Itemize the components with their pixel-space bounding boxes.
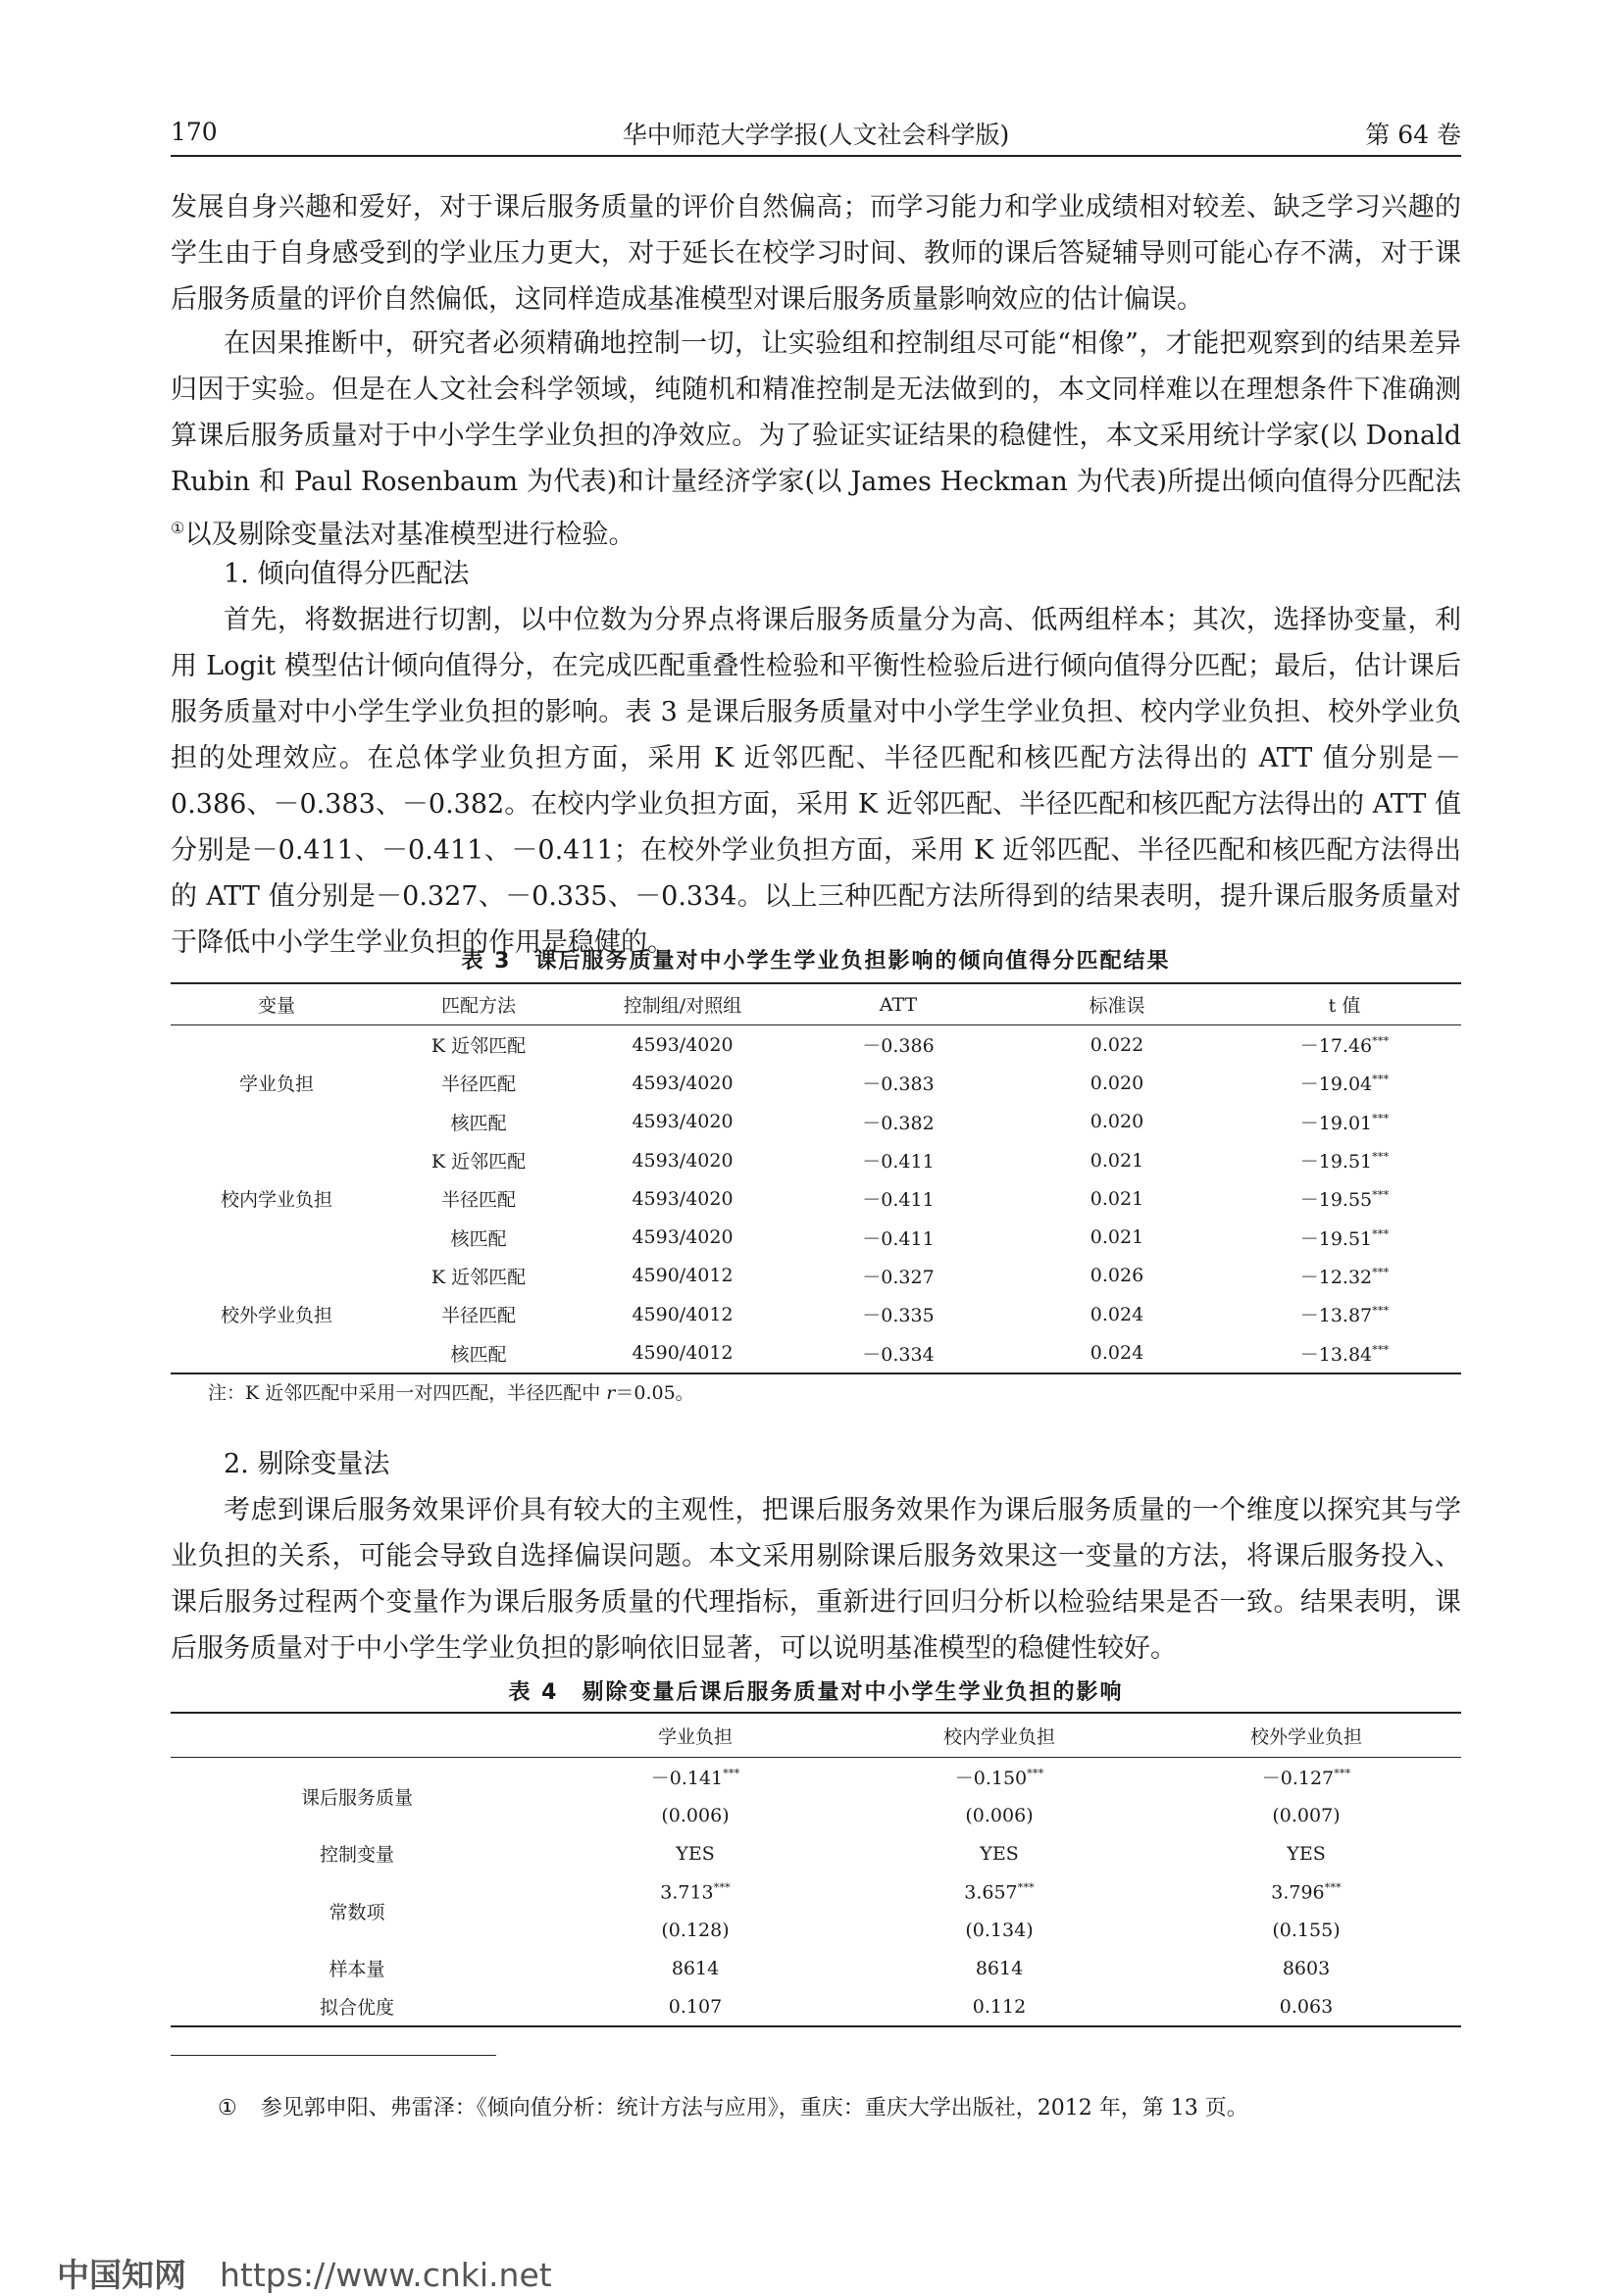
table3-t-value: －19.51	[1299, 1151, 1373, 1173]
table3-t-value: －13.84	[1299, 1343, 1373, 1366]
table3-se: 0.024	[1090, 1342, 1144, 1365]
table3-t-value: －19.01	[1299, 1112, 1373, 1134]
table4-cell: YES	[676, 1842, 715, 1865]
table4-cell: 8614	[975, 1957, 1024, 1979]
table3	[171, 982, 1461, 1374]
table3-note-text: 注：K 近邻匹配中采用一对四匹配，半径匹配中	[208, 1382, 607, 1404]
table-row	[171, 1257, 1461, 1295]
table3-method: K 近邻匹配	[431, 1266, 527, 1288]
table3-control: 4590/4012	[632, 1342, 734, 1365]
footnote-text: 参见郭申阳、弗雷泽：《倾向值分析：统计方法与应用》，重庆：重庆大学出版社，2012 年，第 13 页。	[260, 2096, 1248, 2121]
table-row	[171, 1758, 1461, 1797]
table4-caption: 表 4 剔除变量后课后服务质量对中小学生学业负担的影响	[508, 1680, 1124, 1705]
table3-t	[1228, 1295, 1461, 1333]
table4-header-total: 学业负担	[543, 1713, 847, 1758]
subheading-removal: 2. 剔除变量法	[224, 1449, 390, 1479]
table3-method: 半径匹配	[440, 1189, 516, 1212]
table4	[171, 1712, 1461, 2027]
table3-control: 4593/4020	[632, 1111, 734, 1133]
table3-header-variable: 变量	[171, 983, 382, 1025]
table3-t-value: －19.51	[1299, 1227, 1373, 1250]
table4-header-blank	[171, 1713, 543, 1758]
table3-se: 0.022	[1090, 1033, 1144, 1056]
table3-header-se: 标准误	[1006, 983, 1228, 1025]
significance-mark: ***	[1372, 1226, 1390, 1241]
table3-t	[1228, 1218, 1461, 1256]
table4-cell	[847, 1872, 1151, 1911]
table-row	[171, 1987, 1461, 2026]
table4-cell: (0.134)	[965, 1919, 1034, 1941]
watermark-url[interactable]: https://www.cnki.net	[220, 2256, 552, 2294]
table3-method: K 近邻匹配	[431, 1035, 527, 1058]
table4-cell: (0.006)	[965, 1804, 1034, 1826]
table3-att: －0.383	[862, 1073, 935, 1096]
table3-control: 4593/4020	[632, 1226, 734, 1249]
table3-att: －0.411	[862, 1227, 935, 1250]
table3-att: －0.382	[862, 1112, 935, 1134]
table3-variable: 校内学业负担	[220, 1189, 332, 1212]
table4-cell	[1151, 1872, 1461, 1911]
table3-control: 4593/4020	[632, 1187, 734, 1210]
coef-value: －0.150	[954, 1768, 1028, 1789]
significance-mark: ***	[1372, 1073, 1390, 1087]
table3-t	[1228, 1333, 1461, 1373]
table4-header-row	[171, 1713, 1461, 1758]
table3-t	[1228, 1064, 1461, 1102]
coef-value: 3.657	[964, 1881, 1018, 1904]
footnote-marker: ①	[218, 2096, 237, 2121]
table3-method: 核匹配	[450, 1112, 507, 1134]
table3-se: 0.021	[1090, 1187, 1144, 1210]
table3-att: －0.334	[862, 1343, 935, 1366]
table4-cell: YES	[980, 1842, 1019, 1865]
table-row	[171, 1141, 1461, 1179]
table3-se: 0.026	[1090, 1265, 1144, 1287]
table3-method: K 近邻匹配	[431, 1151, 527, 1173]
table4-cell	[543, 1872, 847, 1911]
significance-mark: ***	[1372, 1303, 1390, 1318]
table3-header-t: t 值	[1228, 983, 1461, 1025]
paragraph-2-text: 在因果推断中，研究者必须精确地控制一切，让实验组和控制组尽可能“相像”，才能把观察到的结果差异归因于实验。但是在人文社会科学领域，纯随机和精准控制是无法做到的，本文同样难以在理想条件下准确测算课后服务质量对于中小学生学业负担的净效应。为了验证实证结果的稳健性，本文采用统计学家(以 Donald Rubin 和 Paul Rosenbaum 为代表)和计量经济学家(以 James Heckman 为代表)所提出倾向值得分匹配法	[171, 328, 1461, 497]
table4-label-n: 样本量	[329, 1959, 385, 1980]
table4-cell: (0.128)	[661, 1919, 730, 1941]
table4-cell: 8603	[1282, 1957, 1331, 1979]
paragraph-2	[171, 321, 1461, 558]
table3-t	[1228, 1103, 1461, 1141]
table3-t	[1228, 1179, 1461, 1218]
table4-cell: 0.063	[1279, 1995, 1334, 2018]
page-number: 170	[171, 118, 218, 146]
subheading-psm: 1. 倾向值得分匹配法	[224, 559, 470, 589]
table3-t-value: －12.32	[1299, 1266, 1373, 1288]
significance-mark: ***	[1372, 1111, 1390, 1125]
table3-method: 半径匹配	[440, 1305, 516, 1327]
significance-mark: ***	[1027, 1766, 1044, 1780]
table3-method: 核匹配	[450, 1343, 507, 1366]
significance-mark: ***	[1372, 1342, 1390, 1357]
table4-cell: YES	[1287, 1842, 1326, 1865]
coef-value: 3.796	[1271, 1881, 1325, 1904]
table4-cell: (0.007)	[1272, 1804, 1341, 1826]
coef-value: －0.141	[650, 1768, 724, 1789]
table3-control: 4590/4012	[632, 1265, 734, 1287]
footnote-ref[interactable]: ①	[171, 519, 185, 537]
table3-note	[208, 1378, 694, 1405]
table3-se: 0.021	[1090, 1149, 1144, 1172]
table-row	[171, 1872, 1461, 1911]
table3-header-method: 匹配方法	[382, 983, 575, 1025]
paragraph-4: 考虑到课后服务效果评价具有较大的主观性，把课后服务效果作为课后服务质量的一个维度以探究其与学业负担的关系，可能会导致自选择偏误问题。本文采用剔除课后服务效果这一变量的方法，将课后服务投入、课后服务过程两个变量作为课后服务质量的代理指标，重新进行回归分析以检验结果是否一致。结果表明，课后服务质量对于中小学生学业负担的影响依旧显著，可以说明基准模型的稳健性较好。	[171, 1495, 1461, 1664]
paragraph-3: 首先，将数据进行切割，以中位数为分界点将课后服务质量分为高、低两组样本；其次，选择协变量，利用 Logit 模型估计倾向值得分，在完成匹配重叠性检验和平衡性检验后进行倾向值得分匹配；最后，估计课后服务质量对中小学生学业负担的影响。表 3 是课后服务质量对中小学生学业负担、校内学业负担、校外学业负担的处理效应。在总体学业负担方面，采用 K 近邻匹配、半径匹配和核匹配方法得出的 ATT 值分别是－0.386、－0.383、－0.382。在校内学业负担方面，采用 K 近邻匹配、半径匹配和核匹配方法得出的 ATT 值分别是－0.411、－0.411、－0.411；在校外学业负担方面，采用 K 近邻匹配、半径匹配和核匹配方法得出的 ATT 值分别是－0.327、－0.335、－0.334。以上三种匹配方法所得到的结果表明，提升课后服务质量对于降低中小学生学业负担的作用是稳健的。	[171, 605, 1461, 958]
running-header	[171, 110, 1461, 157]
table3-control: 4593/4020	[632, 1033, 734, 1056]
volume-label: 第 64 卷	[1365, 121, 1461, 149]
table4-cell	[1151, 1758, 1461, 1797]
table3-method: 核匹配	[450, 1227, 507, 1250]
table3-note-symbol: r	[606, 1382, 616, 1404]
table4-header-school: 校内学业负担	[847, 1713, 1151, 1758]
significance-mark: ***	[1372, 1033, 1390, 1048]
table4-label-const: 常数项	[329, 1901, 385, 1923]
table3-att: －0.386	[862, 1035, 935, 1058]
table3-header-row	[171, 983, 1461, 1025]
table3-variable: 学业负担	[238, 1073, 314, 1096]
table4-cell: 8614	[671, 1957, 720, 1979]
table3-se: 0.024	[1090, 1303, 1144, 1325]
table3-variable: 校外学业负担	[220, 1305, 332, 1327]
table4-cell: 0.107	[668, 1995, 723, 2018]
table3-note-tail: ＝0.05。	[615, 1382, 694, 1404]
significance-mark: ***	[1372, 1188, 1390, 1202]
coef-value: 3.713	[660, 1881, 714, 1904]
watermark-brand: 中国知网	[57, 2256, 186, 2294]
table3-att: －0.411	[862, 1189, 935, 1212]
table-row	[171, 1834, 1461, 1872]
journal-title: 华中师范大学学报(人文社会科学版)	[622, 121, 1010, 149]
table3-control: 4593/4020	[632, 1149, 734, 1172]
table3-method: 半径匹配	[440, 1073, 516, 1096]
table4-label-quality: 课后服务质量	[300, 1786, 413, 1809]
table3-se: 0.021	[1090, 1226, 1144, 1249]
table3-t-value: －13.87	[1299, 1305, 1373, 1327]
table4-label-control: 控制变量	[319, 1844, 394, 1866]
table3-att: －0.335	[862, 1305, 935, 1327]
paragraph-1: 发展自身兴趣和爱好，对于课后服务质量的评价自然偏高；而学习能力和学业成绩相对较差、缺乏学习兴趣的学生由于自身感受到的学业压力更大，对于延长在校学习时间、教师的课后答疑辅导则可能心存不满，对于课后服务质量的评价自然偏低，这同样造成基准模型对课后服务质量影响效应的估计偏误。	[171, 192, 1461, 315]
table4-cell: 0.112	[972, 1995, 1027, 2018]
table3-t-value: －19.55	[1299, 1189, 1373, 1212]
cnki-watermark	[57, 2250, 552, 2296]
coef-value: －0.127	[1261, 1768, 1335, 1789]
significance-mark: ***	[713, 1879, 731, 1894]
table4-cell	[543, 1758, 847, 1797]
table3-att: －0.411	[862, 1151, 935, 1173]
table4-label-r2: 拟合优度	[319, 1997, 394, 2019]
table3-se: 0.020	[1090, 1072, 1144, 1094]
footnote-rule	[171, 2055, 496, 2056]
significance-mark: ***	[1372, 1265, 1390, 1279]
significance-mark: ***	[1334, 1766, 1351, 1780]
table4-cell: (0.006)	[661, 1804, 730, 1826]
table4-cell	[847, 1758, 1151, 1797]
table3-control: 4590/4012	[632, 1303, 734, 1325]
significance-mark: ***	[723, 1766, 740, 1780]
table4-header-outside: 校外学业负担	[1151, 1713, 1461, 1758]
table3-t	[1228, 1257, 1461, 1295]
table-row	[171, 1025, 1461, 1065]
paragraph-2-tail: 以及剔除变量法对基准模型进行检验。	[184, 520, 635, 550]
table3-se: 0.020	[1090, 1111, 1144, 1133]
table4-cell: (0.155)	[1272, 1919, 1341, 1941]
footnote	[218, 2091, 1248, 2121]
significance-mark: ***	[1017, 1879, 1035, 1894]
table3-t-value: －19.04	[1299, 1073, 1373, 1096]
significance-mark: ***	[1372, 1149, 1390, 1164]
table3-header-att: ATT	[790, 983, 1006, 1025]
table3-t	[1228, 1141, 1461, 1179]
table3-caption: 表 3 课后服务质量对中小学生学业负担影响的倾向值得分匹配结果	[461, 949, 1171, 973]
table3-control: 4593/4020	[632, 1072, 734, 1094]
table3-header-control: 控制组/对照组	[575, 983, 790, 1025]
significance-mark: ***	[1324, 1879, 1342, 1894]
table3-t	[1228, 1025, 1461, 1065]
table3-t-value: －17.46	[1299, 1035, 1373, 1058]
table-row	[171, 1949, 1461, 1987]
table3-att: －0.327	[862, 1266, 935, 1288]
